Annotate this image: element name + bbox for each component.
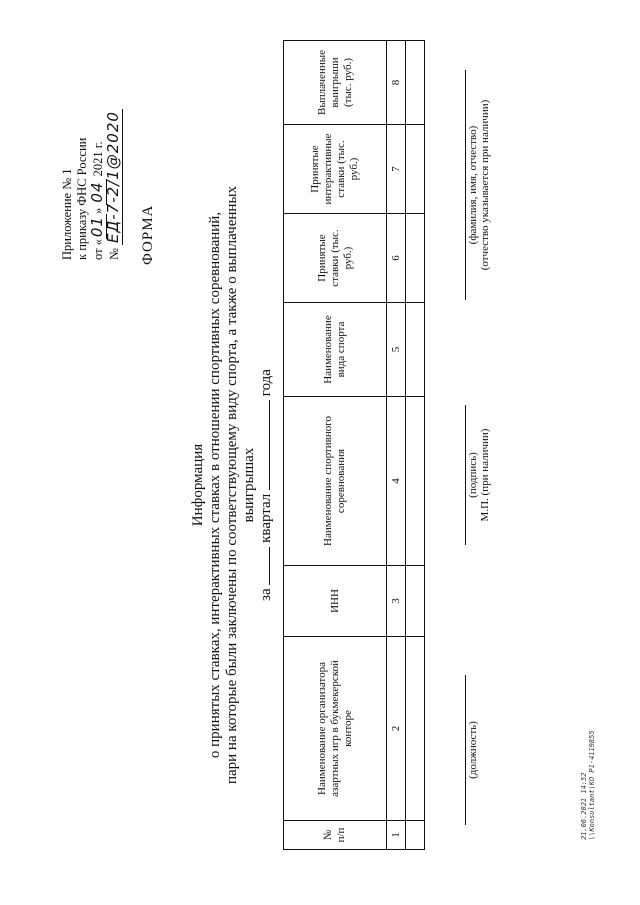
handwritten-order-number: ЕД-7-2/1@2020 [104,111,122,243]
header-index: № п/п [284,821,387,850]
column-number: 7 [387,125,406,214]
header-competition: Наименование спортивного соревнования [284,397,387,566]
signature-line: (подпись) М.П. (при наличии) [465,405,491,545]
header-winnings: Выплаченные выигрыши (тыс. руб.) [284,41,387,125]
header-organizer: Наименование организатора азартных игр в букмекерской конторе [284,637,387,821]
table-cell [406,566,425,637]
table-cell [406,125,425,214]
appendix-header [60,30,122,260]
appendix-number: № ЕД-7-2/1@2020 [104,111,122,260]
column-number: 1 [387,821,406,850]
table-cell [406,821,425,850]
header-inn: ИНН [284,566,387,637]
title-heading: Информация [190,443,206,527]
table-row [406,41,425,850]
print-stamp: 21.06.2021 14:52 \\Konsultant\KO P1-4119855 [580,730,596,840]
fullname-signature-line: (фамилия, имя, отчество) (отчество указывается при наличии) [465,70,491,300]
table-cell [406,303,425,397]
patronymic-note: (отчество указывается при наличии) [479,99,491,271]
title-period: за квартал года [258,369,274,601]
column-number: 3 [387,566,406,637]
table-cell [406,41,425,125]
handwritten-day: 01 [88,215,106,238]
form-label: ФОРМА [140,204,156,265]
year-blank [269,400,270,490]
title-line-2: пари на которые были заключены по соответствующему виду спорта, а также о выплаченных выигрышах [224,185,257,785]
table-header-row [284,41,387,850]
header-bets: Принятые ставки (тыс. руб.) [284,214,387,303]
appendix-date: от «01» 04 2021 г. [88,141,106,260]
data-table [283,40,425,850]
column-number: 5 [387,303,406,397]
column-number: 2 [387,637,406,821]
table-column-numbers [387,41,406,850]
title-line-1: о принятых ставках, интерактивных ставках в отношении спортивных соревнований, [207,211,223,759]
table-cell [406,214,425,303]
document-title [190,185,275,785]
header-interactive-bets: Принятые интерактивные ставки (тыс. руб.) [284,125,387,214]
column-number: 4 [387,397,406,566]
appendix-order: к приказу ФНС России [75,137,89,260]
appendix-title: Приложение № 1 [60,168,74,260]
stamp-place-label: М.П. (при наличии) [479,428,491,522]
handwritten-month: 04 [88,181,106,203]
header-sport: Наименование вида спорта [284,303,387,397]
table-cell [406,397,425,566]
quarter-blank [269,547,270,585]
position-signature-line: (должность) [465,675,479,825]
column-number: 8 [387,41,406,125]
column-number: 6 [387,214,406,303]
table-cell [406,637,425,821]
